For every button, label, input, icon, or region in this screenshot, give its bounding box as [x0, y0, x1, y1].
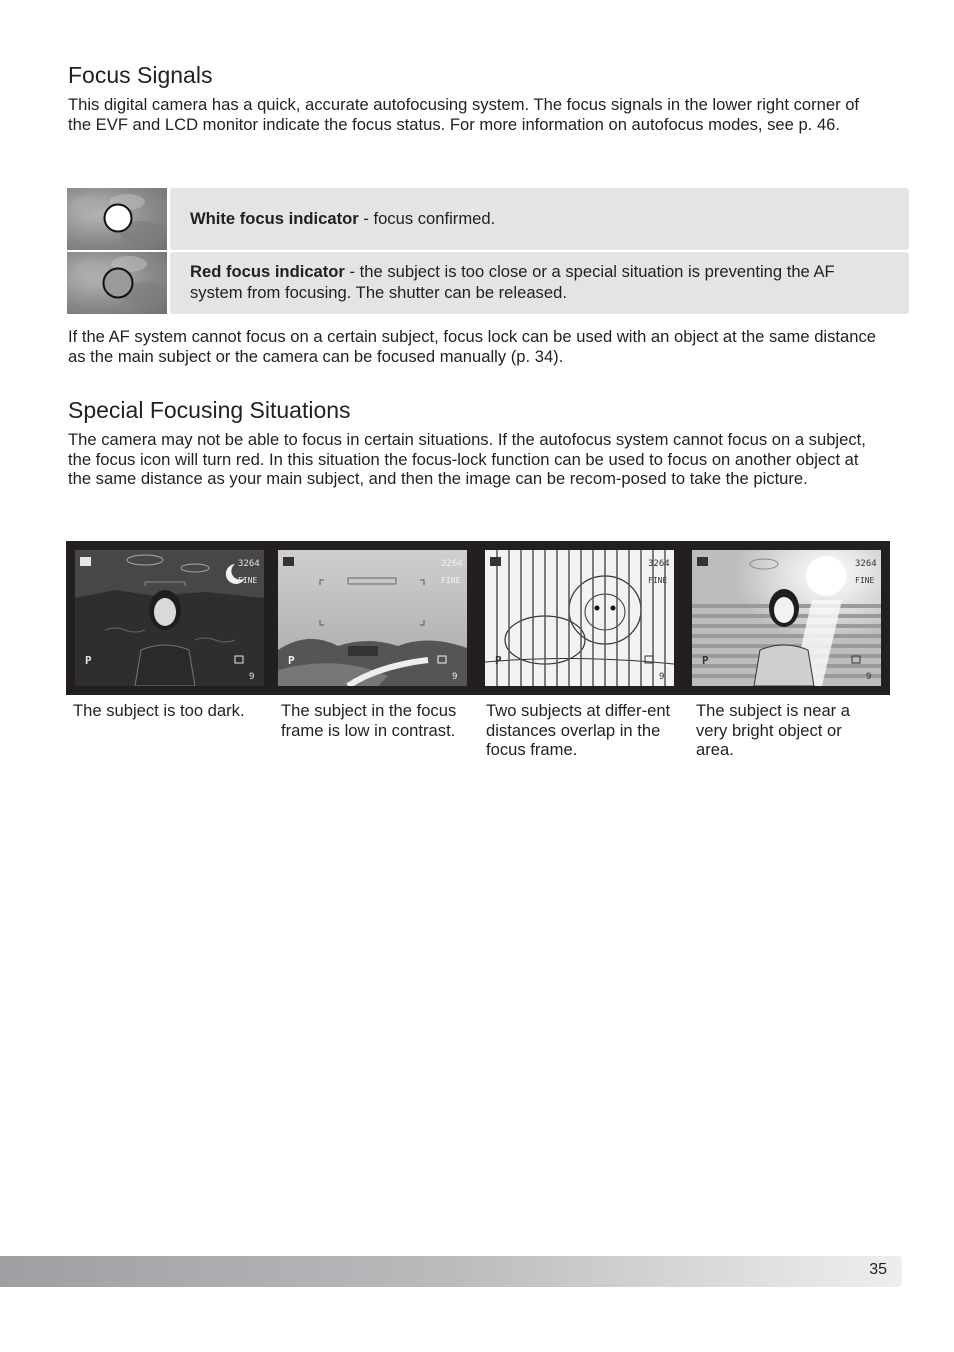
white-focus-circle-icon — [105, 205, 132, 232]
white-focus-indicator-row — [67, 188, 889, 250]
size-readout: 3264 — [441, 559, 463, 569]
quality-readout: FINE — [441, 576, 461, 585]
size-readout: 3264 — [855, 559, 877, 569]
white-focus-thumbnail — [67, 188, 167, 250]
frame-count: 9 — [452, 672, 458, 682]
white-focus-description — [170, 188, 909, 250]
panel-low-contrast — [278, 550, 467, 686]
frame-count: 9 — [866, 672, 872, 682]
red-focus-indicator-row — [67, 252, 889, 314]
indicator-description: - focus confirmed. — [358, 208, 496, 228]
exposure-mode-readout: P — [288, 654, 295, 667]
panel-dark-subject — [75, 550, 264, 686]
red-focus-thumbnail — [67, 252, 167, 314]
quality-readout: FINE — [855, 576, 875, 585]
exposure-mode-readout: P — [85, 654, 92, 667]
panel-caption: The subject is near a very bright object or area. — [696, 701, 851, 760]
focus-lock-note: If the AF system cannot focus on a certain subject, focus lock can be used with an object at the same distance as the main subject or the camera can be focused manually (p. 34). — [68, 327, 877, 366]
quality-readout: FINE — [238, 576, 258, 585]
panel-bright-object — [692, 550, 881, 686]
section-title-special-focusing: Special Focusing Situations — [68, 397, 351, 423]
quality-readout: FINE — [648, 576, 668, 585]
footer-bar — [0, 1256, 902, 1287]
panel-overlapping-subjects — [485, 550, 674, 686]
indicator-description: - the subject is too close or a special situation is preventing the AF system from focusing. The shutter can be released. — [190, 262, 835, 302]
frame-count: 9 — [659, 672, 665, 682]
size-readout: 3264 — [648, 559, 670, 569]
exposure-mode-readout: P — [702, 654, 709, 667]
frame-count: 9 — [249, 672, 255, 682]
size-readout: 3264 — [238, 559, 260, 569]
exposure-mode-readout: P — [495, 654, 502, 667]
example-panels-strip — [66, 541, 890, 695]
indicator-label: Red focus indicator — [190, 262, 345, 282]
panel-caption: Two subjects at differ-ent distances overlap in the focus frame. — [486, 701, 671, 760]
indicator-label: White focus indicator — [190, 208, 359, 228]
red-focus-circle-icon — [104, 269, 133, 298]
panel-caption: The subject is too dark. — [73, 701, 245, 720]
special-focusing-intro: The camera may not be able to focus in certain situations. If the autofocus system cannot focus on a subject, the focus icon will turn red. In this situation the focus-lock function can be used to focus on another object at the same distance as your main subject, and then the image can be recom-posed to take the picture. — [68, 430, 866, 489]
focus-signals-intro: This digital camera has a quick, accurate autofocusing system. The focus signals in the lower right corner of the EVF and LCD monitor indicate the focus status. For more information on autofocus modes, see p. 46. — [68, 95, 860, 134]
panel-caption: The subject in the focus frame is low in contrast. — [281, 701, 457, 740]
section-title-focus-signals: Focus Signals — [68, 62, 213, 88]
red-focus-description — [170, 252, 909, 314]
page-number: 35 — [869, 1261, 887, 1278]
